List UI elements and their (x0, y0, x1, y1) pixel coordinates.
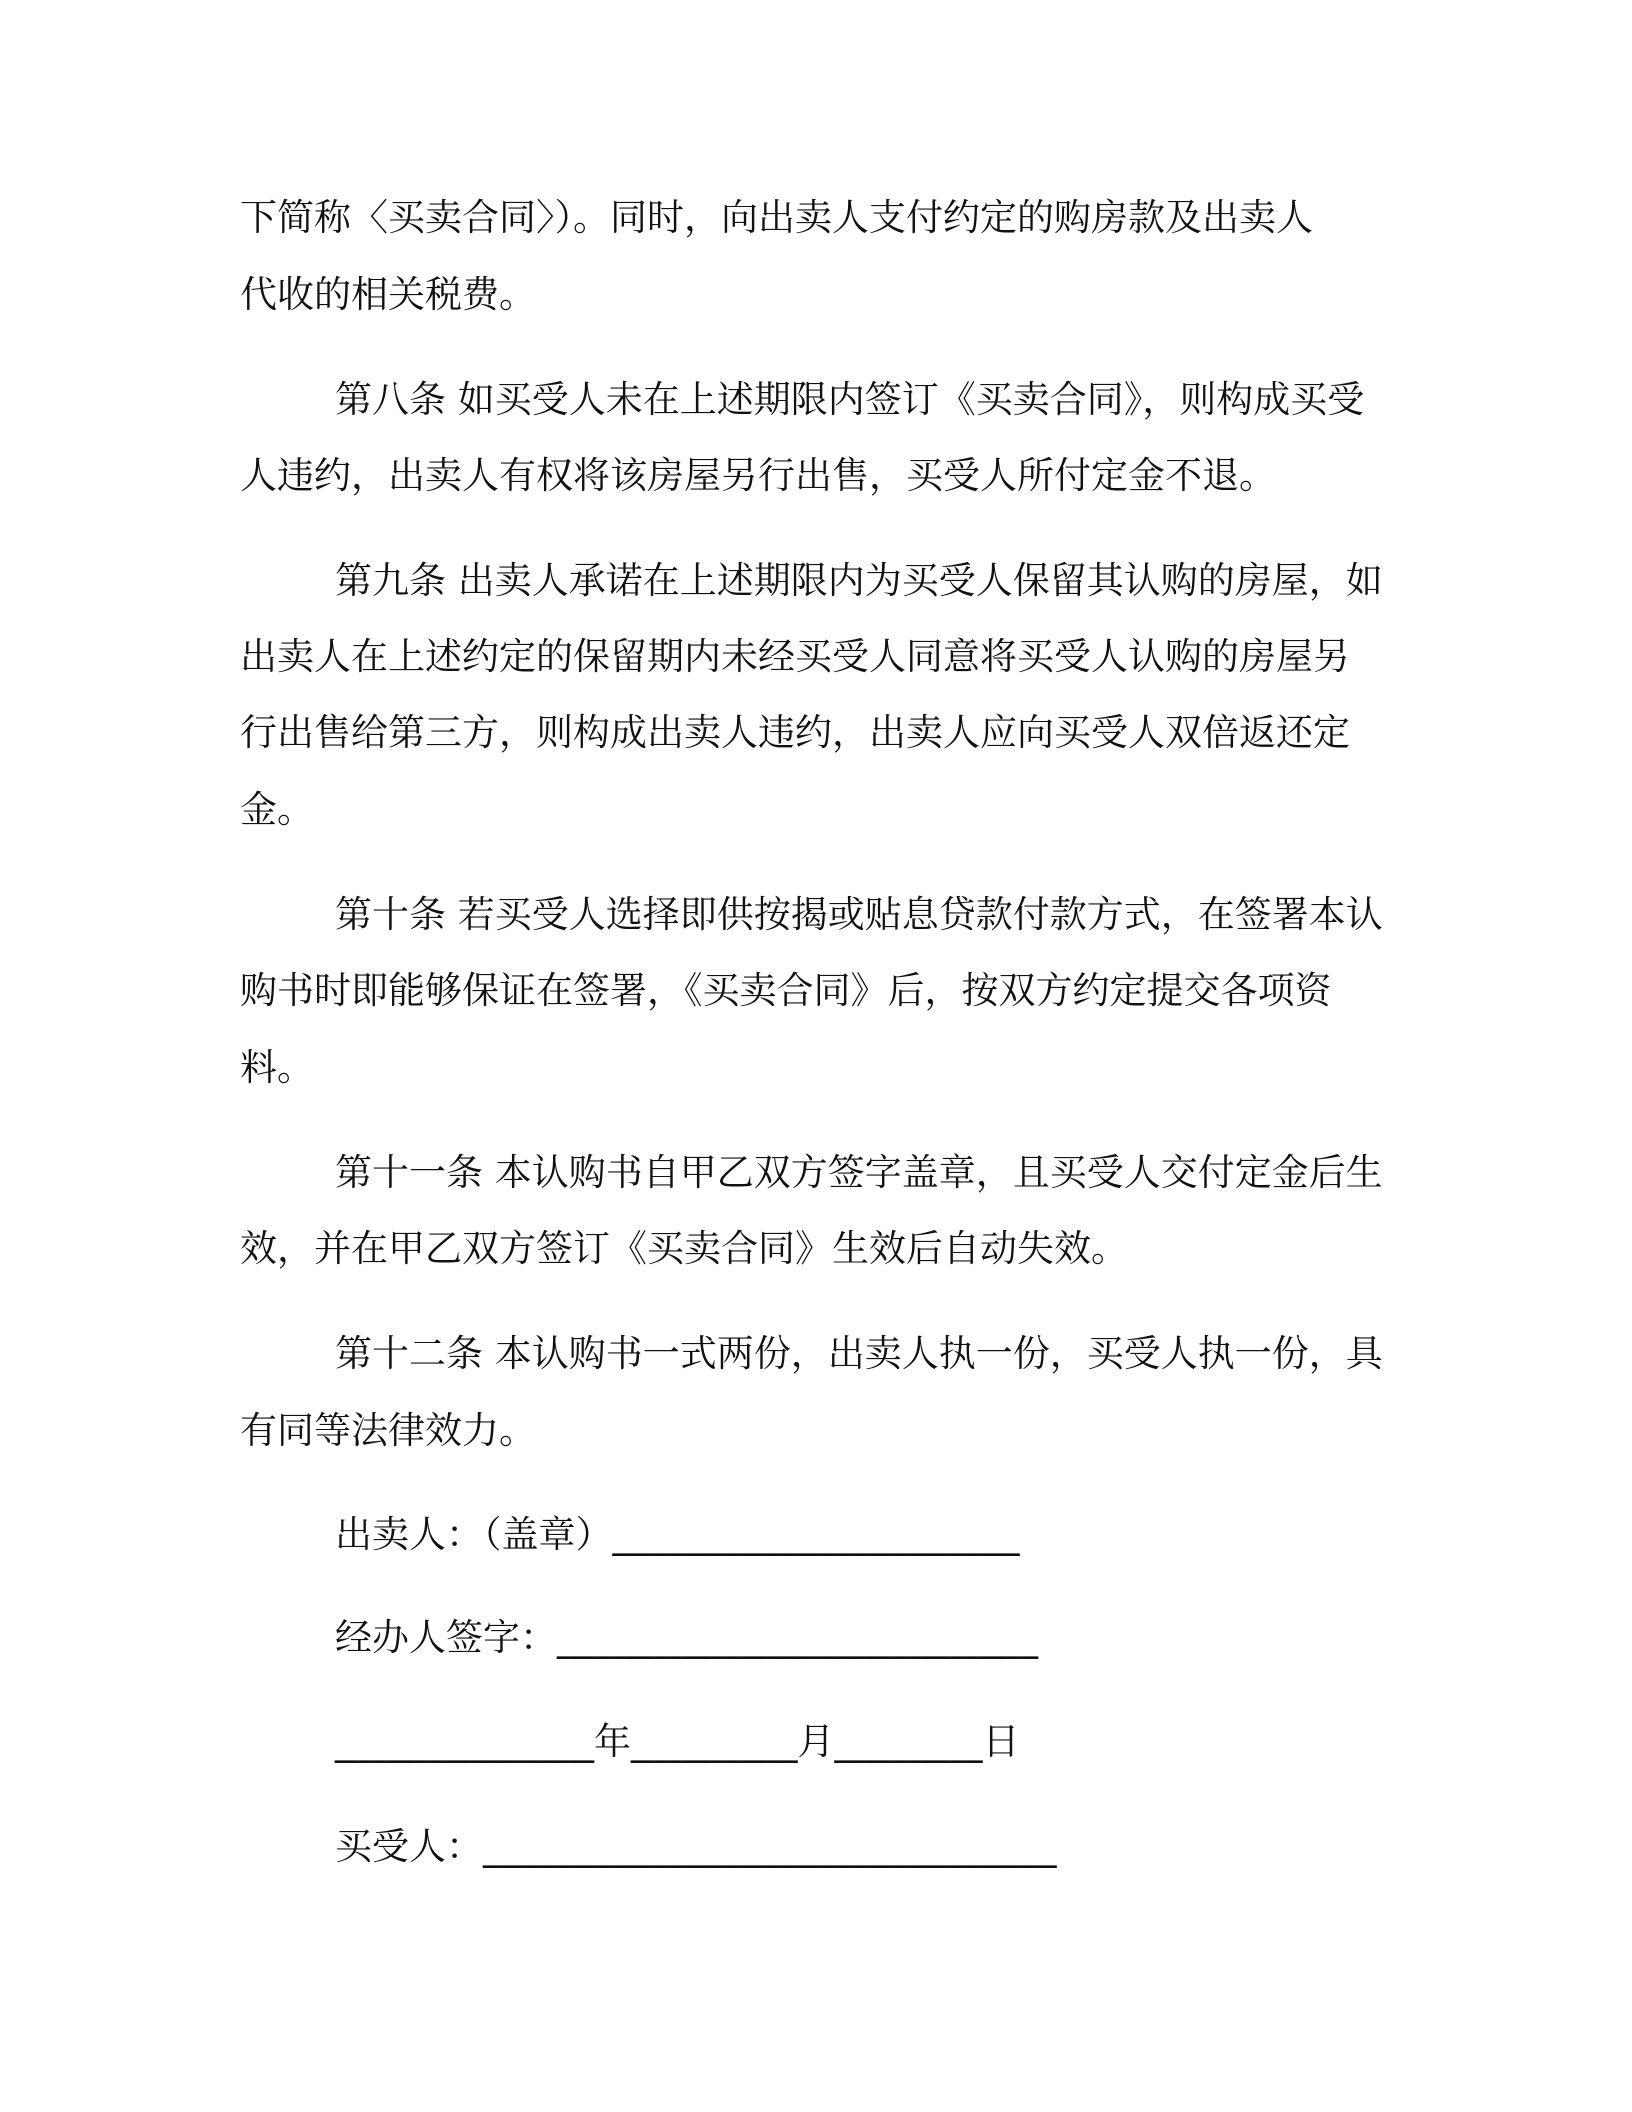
continuation-line-2: 代收的相关税费。 (240, 273, 536, 316)
date-line: ______________年_________月________日 (335, 1720, 1020, 1763)
clause-8-line-2: 人违约，出卖人有权将该房屋另行出售，买受人所付定金不退。 (240, 454, 1276, 497)
clause-11-line-1: 第十一条 本认购书自甲乙双方签字盖章，且买受人交付定金后生 (335, 1151, 1383, 1194)
clause-9-line-4: 金。 (240, 788, 314, 831)
clause-12-line-2: 有同等法律效力。 (240, 1409, 536, 1452)
buyer-signature-line: 买受人：_______________________________ (335, 1825, 1057, 1868)
continuation-line-1: 下简称〈买卖合同〉）。同时，向出卖人支付约定的购房款及出卖人 (240, 196, 1313, 239)
clause-8-line-1: 第八条 如买受人未在上述期限内签订《买卖合同》，则构成买受 (335, 378, 1365, 421)
clause-9-line-1: 第九条 出卖人承诺在上述期限内为买受人保留其认购的房屋，如 (335, 559, 1383, 602)
clause-11-line-2: 效，并在甲乙双方签订《买卖合同》生效后自动失效。 (240, 1227, 1128, 1270)
clause-10-line-2: 购书时即能够保证在签署，《买卖合同》后，按双方约定提交各项资 (240, 969, 1332, 1012)
seller-signature-line: 出卖人：（盖章）______________________ (335, 1513, 1020, 1556)
clause-10-line-1: 第十条 若买受人选择即供按揭或贴息贷款付款方式，在签署本认 (335, 893, 1383, 936)
clause-12-line-1: 第十二条 本认购书一式两份，出卖人执一份，买受人执一份，具 (335, 1332, 1383, 1375)
clause-9-line-2: 出卖人在上述约定的保留期内未经买受人同意将买受人认购的房屋另 (240, 635, 1350, 678)
agent-signature-line: 经办人签字：__________________________ (335, 1616, 1038, 1659)
clause-10-line-3: 料。 (240, 1046, 314, 1089)
clause-9-line-3: 行出售给第三方，则构成出卖人违约，出卖人应向买受人双倍返还定 (240, 711, 1350, 754)
